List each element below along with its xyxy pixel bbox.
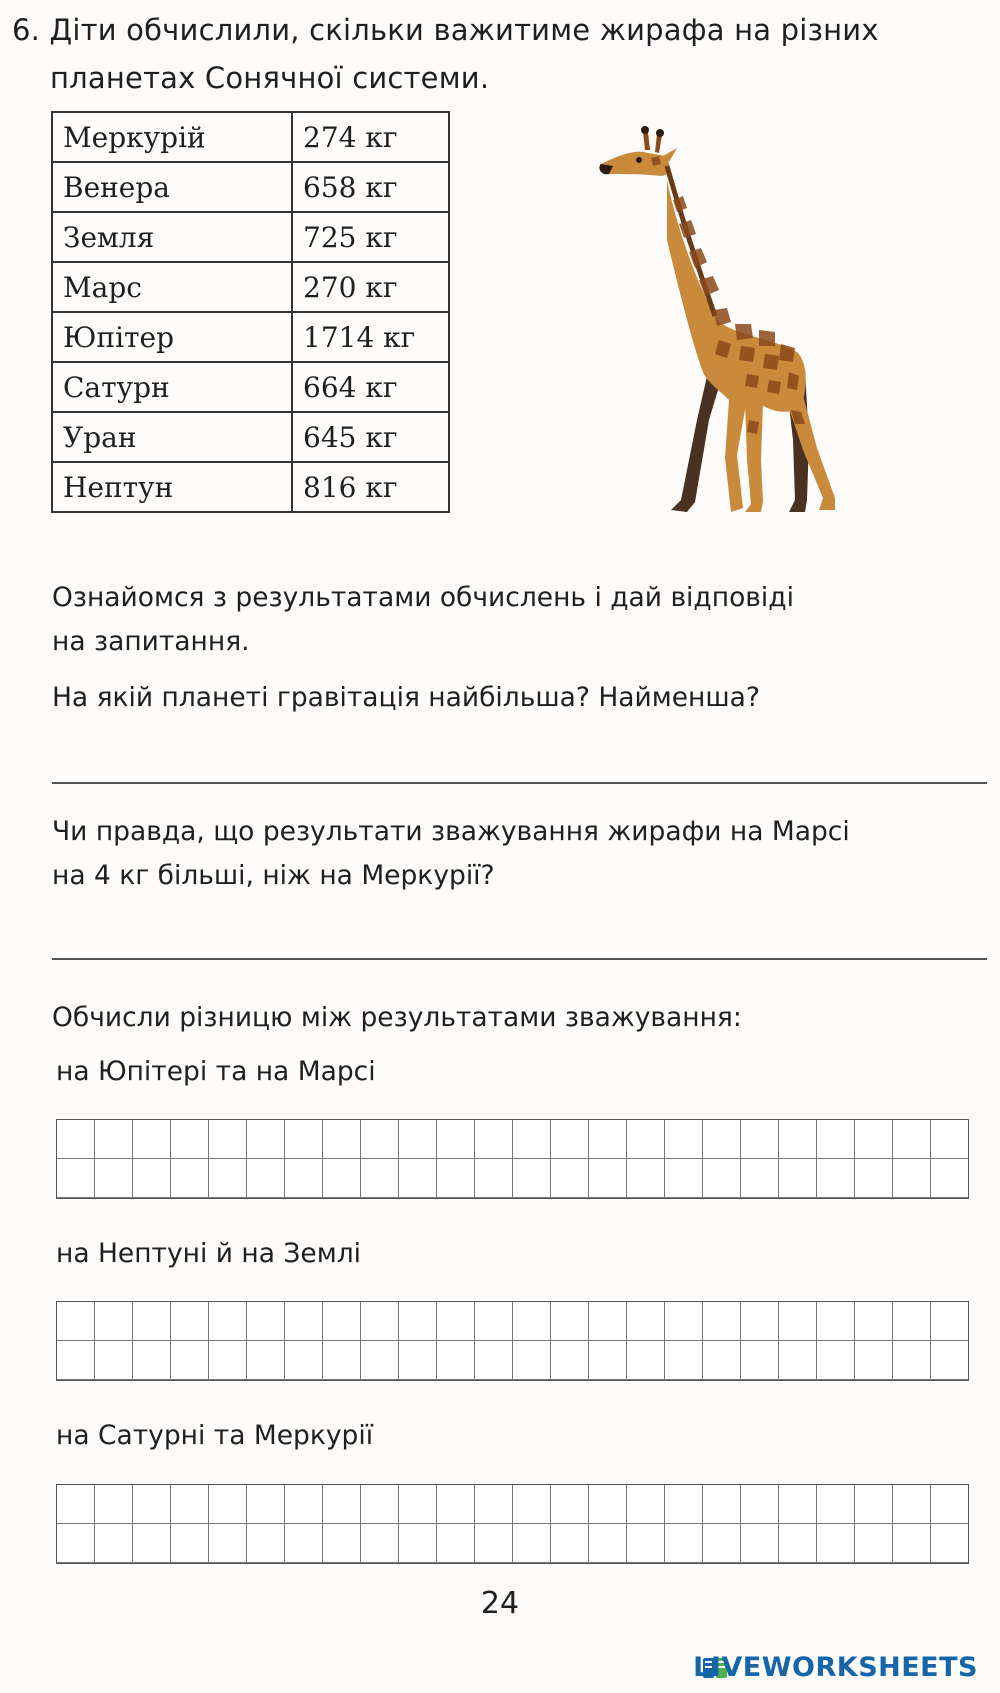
compute-heading: Обчисли різницю між результатами зважування: — [52, 1002, 742, 1033]
question-1: На якій планеті гравітація найбільша? Найменша? — [52, 682, 760, 713]
page-number: 24 — [480, 1586, 520, 1621]
planet-weight-cell: 270 кг — [292, 262, 449, 312]
table-row — [52, 162, 449, 212]
planet-name-cell: Меркурій — [52, 112, 292, 162]
giraffe-illustration — [595, 120, 845, 515]
task-title — [12, 6, 982, 102]
instructions — [52, 576, 992, 664]
answer-grid-3[interactable] — [56, 1484, 969, 1564]
table-row — [52, 262, 449, 312]
planet-name-cell: Юпітер — [52, 312, 292, 362]
planet-weight-cell: 664 кг — [292, 362, 449, 412]
instructions-line-2: на запитання. — [52, 626, 250, 657]
table-row — [52, 312, 449, 362]
question-2 — [52, 810, 992, 898]
subtask-jupiter-mars: на Юпітері та на Марсі — [56, 1056, 376, 1087]
planet-name-cell: Венера — [52, 162, 292, 212]
planet-name-cell: Уран — [52, 412, 292, 462]
planet-name-cell: Земля — [52, 212, 292, 262]
question-2-line-2: на 4 кг більші, ніж на Меркурії? — [52, 860, 495, 891]
table-row — [52, 362, 449, 412]
planet-weight-cell: 274 кг — [292, 112, 449, 162]
answer-grid-1[interactable] — [56, 1119, 969, 1199]
planet-weight-cell: 816 кг — [292, 462, 449, 512]
instructions-line-1: Ознайомся з результатами обчислень і дай відповіді — [52, 582, 794, 613]
planet-weight-cell: 645 кг — [292, 412, 449, 462]
planet-name-cell: Сатурн — [52, 362, 292, 412]
answer-grid-2[interactable] — [56, 1301, 969, 1381]
planet-name-cell: Нептун — [52, 462, 292, 512]
planet-weight-cell: 1714 кг — [292, 312, 449, 362]
table-row — [52, 412, 449, 462]
table-row — [52, 212, 449, 262]
planet-weight-table — [51, 111, 450, 513]
subtask-neptune-earth: на Нептуні й на Землі — [56, 1238, 361, 1269]
planet-weight-cell: 725 кг — [292, 212, 449, 262]
liveworksheets-brand: LIVEWORKSHEETS — [693, 1652, 978, 1683]
subtask-saturn-mercury: на Сатурні та Меркурії — [56, 1420, 374, 1451]
table-row — [52, 112, 449, 162]
planet-weight-cell: 658 кг — [292, 162, 449, 212]
answer-line-2[interactable] — [52, 958, 987, 960]
table-row — [52, 462, 449, 512]
task-title-line-2: планетах Сонячної системи. — [50, 61, 490, 95]
question-2-line-1: Чи правда, що результати зважування жирафи на Марсі — [52, 816, 850, 847]
task-title-line-1: 6. Діти обчислили, скільки важитиме жирафа на різних — [12, 13, 879, 47]
answer-line-1[interactable] — [52, 782, 987, 784]
planet-name-cell: Марс — [52, 262, 292, 312]
